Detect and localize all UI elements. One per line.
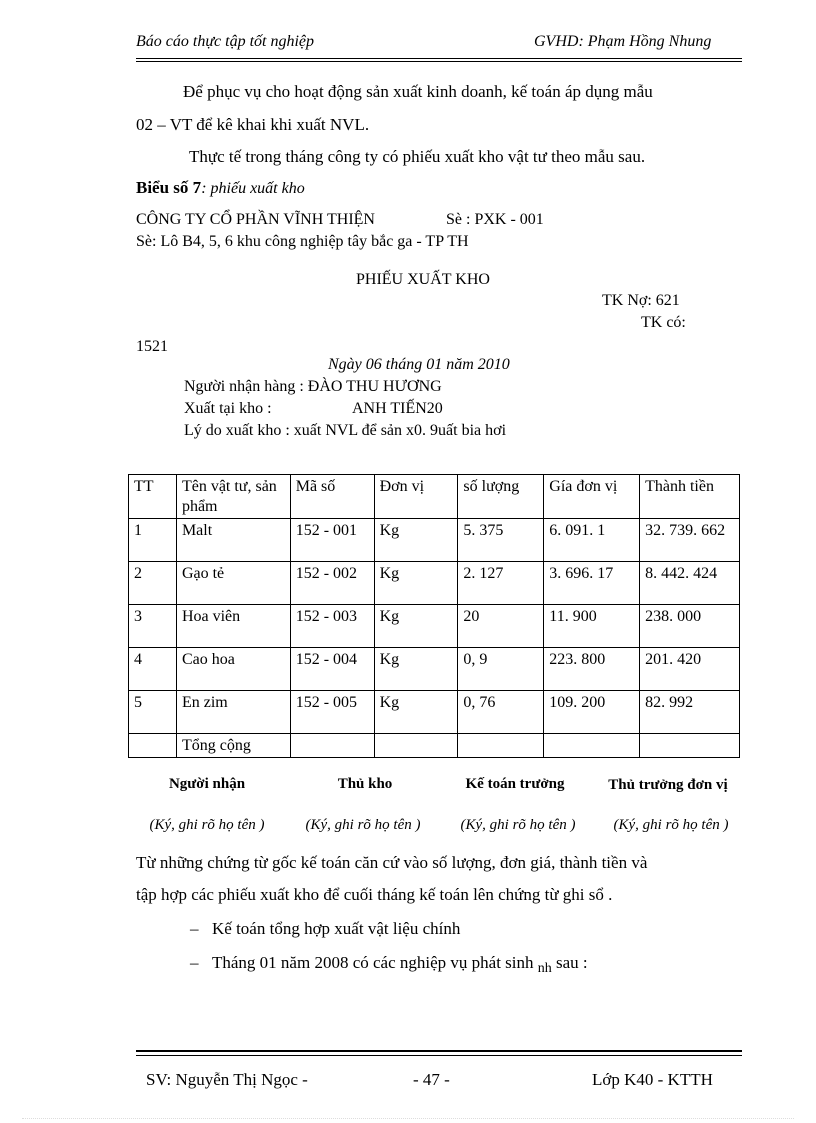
issue-table <box>128 474 740 758</box>
tk-credit-value: 1521 <box>136 338 168 355</box>
cell-empty <box>458 734 544 758</box>
sig-note-1: (Ký, ghi rõ họ tên ) <box>149 817 265 833</box>
header-left: Báo cáo thực tập tốt nghiệp <box>136 33 315 50</box>
bullet-1 <box>190 919 460 939</box>
footer-rule <box>136 1050 742 1052</box>
bullet-dash-icon: – <box>190 919 199 938</box>
cell-empty <box>374 734 458 758</box>
header-rule-2 <box>136 61 742 62</box>
cell-amount: 32. 739. 662 <box>640 519 740 562</box>
form-caption-number: Biểu số 7 <box>136 178 202 197</box>
cell-empty <box>544 734 640 758</box>
bullet-2-end: sau : <box>556 953 588 972</box>
cell-tt: 5 <box>129 691 177 734</box>
cell-price: 3. 696. 17 <box>544 562 640 605</box>
tk-debit: TK Nợ: 621 <box>602 292 680 309</box>
col-header-qty: số lượng <box>458 475 544 519</box>
intro-line-1: Để phục vụ cho hoạt động sản xuất kinh doanh, kế toán áp dụng mẫu <box>183 82 653 101</box>
header-right: GVHD: Phạm Hồng Nhung <box>534 33 712 50</box>
bullet-2-fragment: nh <box>537 961 552 976</box>
cell-unit: Kg <box>374 562 458 605</box>
cell-empty <box>129 734 177 758</box>
bullet-1-text: Kế toán tổng hợp xuất vật liệu chính <box>212 919 461 938</box>
cell-qty: 0, 9 <box>458 648 544 691</box>
page-edge <box>22 1118 794 1119</box>
col-header-code: Mã số <box>290 475 374 519</box>
cell-name: Cao hoa <box>176 648 290 691</box>
footer-class: Lớp K40 - KTTH <box>592 1070 713 1089</box>
warehouse-value: ANH TIẾN20 <box>352 400 443 417</box>
cell-code: 152 - 001 <box>290 519 374 562</box>
header-rule <box>136 58 742 59</box>
table-row <box>129 691 740 734</box>
sig-receiver: Người nhận <box>168 776 246 792</box>
bullet-2-text: Tháng 01 năm 2008 có các nghiệp vụ phát sinh <box>212 953 534 972</box>
cell-unit: Kg <box>374 691 458 734</box>
cell-price: 223. 800 <box>544 648 640 691</box>
sig-chief-accountant: Kế toán trưởng <box>465 776 565 792</box>
cell-name: En zim <box>176 691 290 734</box>
cell-unit: Kg <box>374 605 458 648</box>
intro-line-2: 02 – VT để kê khai khi xuất NVL. <box>136 115 370 134</box>
cell-amount: 8. 442. 424 <box>640 562 740 605</box>
table-total-row <box>129 734 740 758</box>
after-line-2: tập hợp các phiếu xuất kho để cuối tháng kế toán lên chứng từ ghi sổ . <box>136 885 613 904</box>
cell-tt: 2 <box>129 562 177 605</box>
table-row <box>129 519 740 562</box>
warehouse-label: Xuất tại kho : <box>184 400 272 417</box>
col-header-price: Gía đơn vị <box>544 475 640 519</box>
cell-amount: 201. 420 <box>640 648 740 691</box>
footer-rule-2 <box>136 1055 742 1056</box>
col-header-unit: Đơn vị <box>374 475 458 519</box>
footer-student: SV: Nguyễn Thị Ngọc - <box>146 1070 308 1089</box>
cell-unit: Kg <box>374 519 458 562</box>
cell-code: 152 - 005 <box>290 691 374 734</box>
tk-credit-label: TK có: <box>641 314 686 331</box>
col-header-name: Tên vật tư, sản phẩm <box>176 475 290 519</box>
cell-total-label: Tổng cộng <box>176 734 290 758</box>
sig-director: Thủ trưởng đơn vị <box>608 777 728 793</box>
bullet-2 <box>190 953 588 976</box>
slip-date: Ngày 06 tháng 01 năm 2010 <box>328 356 510 373</box>
cell-qty: 0, 76 <box>458 691 544 734</box>
issue-reason: Lý do xuất kho : xuất NVL để sản x0. 9uất bia hơi <box>184 422 507 439</box>
cell-name: Malt <box>176 519 290 562</box>
cell-unit: Kg <box>374 648 458 691</box>
cell-tt: 1 <box>129 519 177 562</box>
slip-serial: Sè : PXK - 001 <box>446 211 544 228</box>
table-row <box>129 648 740 691</box>
table-row <box>129 562 740 605</box>
cell-price: 6. 091. 1 <box>544 519 640 562</box>
cell-empty <box>640 734 740 758</box>
cell-empty <box>290 734 374 758</box>
cell-price: 11. 900 <box>544 605 640 648</box>
form-caption-title: : phiếu xuất kho <box>201 180 305 197</box>
after-line-1: Từ những chứng từ gốc kế toán căn cứ vào số lượng, đơn giá, thành tiền và <box>136 853 648 872</box>
cell-name: Gạo tẻ <box>176 562 290 605</box>
cell-amount: 238. 000 <box>640 605 740 648</box>
cell-name: Hoa viên <box>176 605 290 648</box>
col-header-tt: TT <box>129 475 177 519</box>
receiver: Người nhận hàng : ĐÀO THU HƯƠNG <box>184 378 442 395</box>
slip-title: PHIẾU XUẤT KHO <box>356 271 490 288</box>
cell-qty: 5. 375 <box>458 519 544 562</box>
cell-code: 152 - 003 <box>290 605 374 648</box>
table-row <box>129 605 740 648</box>
cell-qty: 2. 127 <box>458 562 544 605</box>
intro-line-3: Thực tế trong tháng công ty có phiếu xuất kho vật tư theo mẫu sau. <box>189 147 646 166</box>
cell-code: 152 - 002 <box>290 562 374 605</box>
sig-note-2: (Ký, ghi rõ họ tên ) <box>305 817 421 833</box>
cell-price: 109. 200 <box>544 691 640 734</box>
cell-tt: 3 <box>129 605 177 648</box>
sig-note-3: (Ký, ghi rõ họ tên ) <box>460 817 576 833</box>
company-address: Sè: Lô B4, 5, 6 khu công nghiệp tây bắc ga - TP TH <box>136 233 469 250</box>
table-header-row <box>129 475 740 519</box>
bullet-dash-icon: – <box>190 953 199 972</box>
cell-tt: 4 <box>129 648 177 691</box>
company-name: CÔNG TY CỔ PHẦN VĨNH THIỆN <box>136 211 375 228</box>
sig-storekeeper: Thủ kho <box>337 776 393 792</box>
cell-amount: 82. 992 <box>640 691 740 734</box>
col-header-amount: Thành tiền <box>640 475 740 519</box>
cell-qty: 20 <box>458 605 544 648</box>
footer-page: - 47 - <box>413 1070 450 1089</box>
form-caption <box>136 178 305 198</box>
cell-code: 152 - 004 <box>290 648 374 691</box>
sig-note-4: (Ký, ghi rõ họ tên ) <box>613 817 729 833</box>
